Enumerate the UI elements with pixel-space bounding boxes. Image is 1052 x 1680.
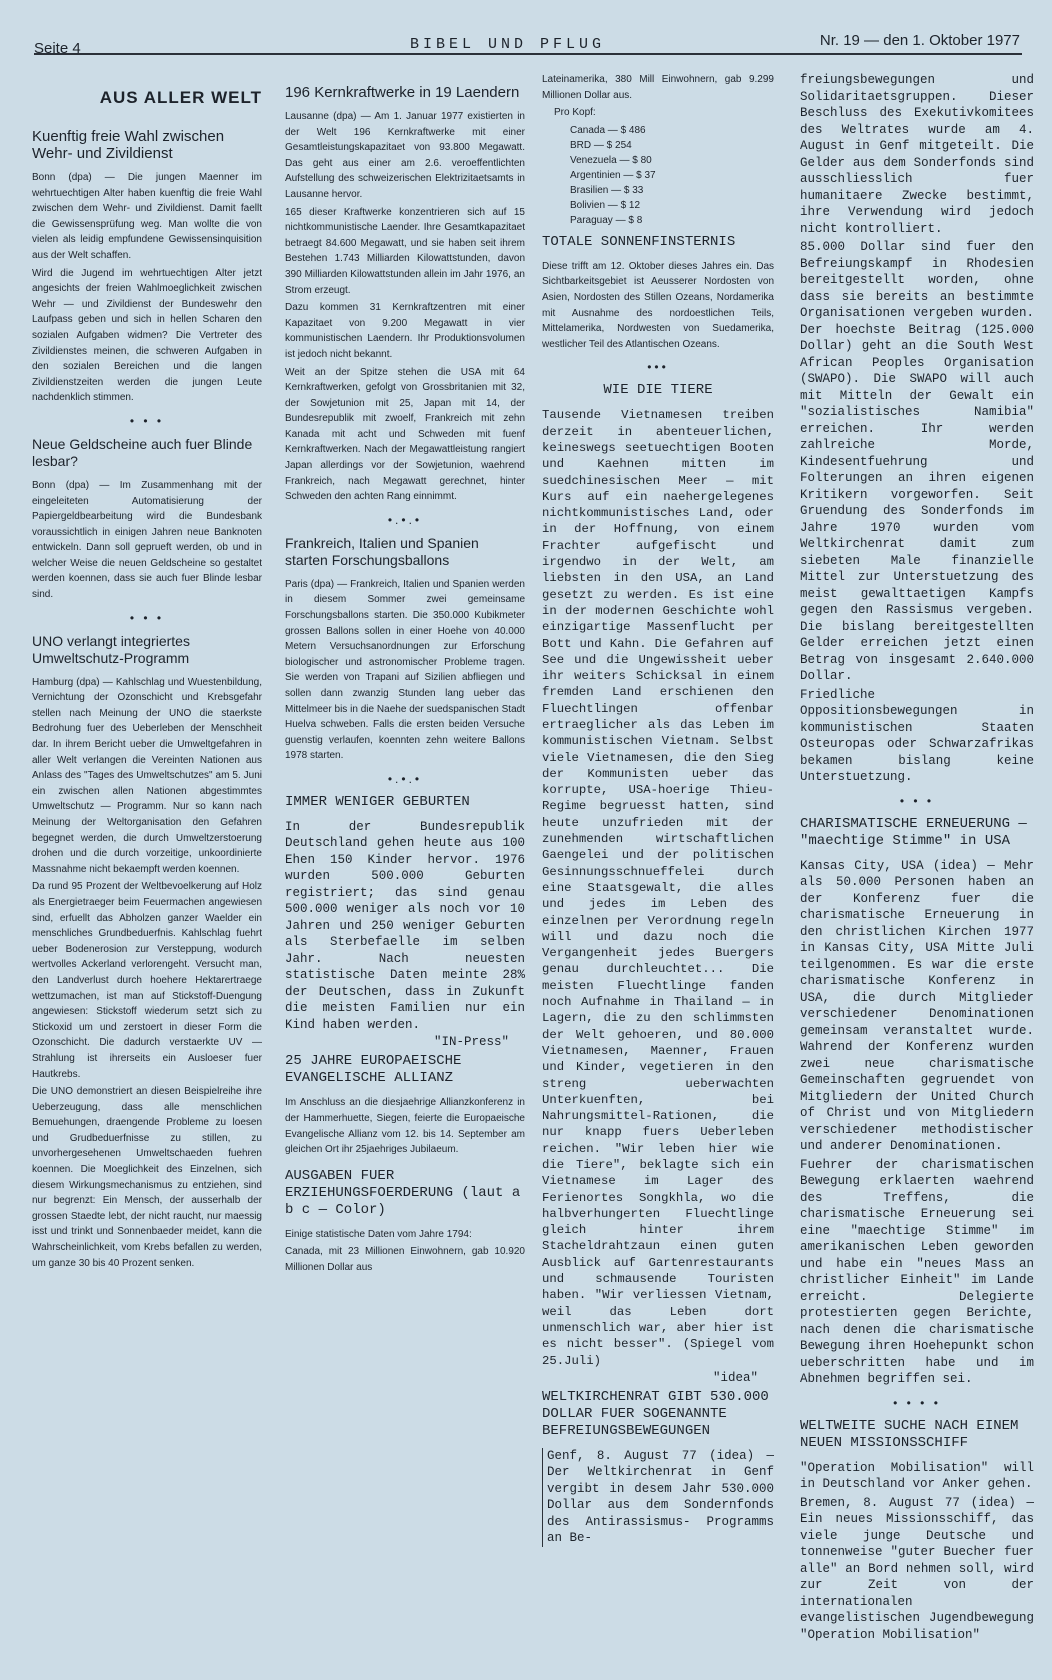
article-title-uno: UNO verlangt integriertes Umweltschutz-Programm [32, 632, 190, 666]
separator: • • • [899, 793, 935, 808]
page-number: Seite 4 [34, 40, 81, 57]
article-paragraph: Bonn (dpa) — Im Zusammenhang mit der eingeleiteten Automatisierung der Papiergeldbearbeitung wird die Bundesbank voraussichtlich in einigen Jahren neue Banknoten entwickeln. Dann soll geprueft werden, ob und in welcher Weise die neuen Geldscheine so gestaltet werden koennen, dass sie auch fuer Blinde lesbar sind. [32, 479, 262, 601]
article-paragraph: In der Bundesrepublik Deutschland gehen heute aus 100 Ehen 150 Kinder hervor. 1976 wurden 500.000 Geburten registriert; das sind genau 500.000 weniger als noch vor 10 Jahren und 250 weniger Geburten als Sterbefaelle im selben Jahr. Nach neuesten statistische Daten meinte 28% der Deutschen, dass in Zukunft die meisten Familien nur ein Kind haben werden. [285, 819, 525, 1032]
list-item: Argentinien — $ 37 [570, 169, 656, 181]
article-paragraph: Weit an der Spitze stehen die USA mit 64 Kernkraftwerken, gefolgt von Grossbritanien mit 32, der Sowjetunion mit 25, Japan mit 14, der Bundesrepublik mit zwoelf, Frankreich mit zehn Kanada mit acht und Schweden mit fuenf Kernkraftwerken. Nach der Megawattleistung rangiert Japan allerdings vor der Sowjetunion, waehrend Frankreich, nach Megawatt gerechnet, hinter Schweden den achten Rang einnimmt. [285, 366, 525, 503]
article-paragraph: Diese trifft am 12. Oktober dieses Jahres ein. Das Sichtbarkeitsgebiet ist Aeusserer Nordosten von Asien, Nordosten des Stillen Ozeans, Nordamerika mit Ausnahme des nordoestlichen Teils, Mittelamerika, Nordwesten von Suedamerika, westlicher Teil des Atlantischen Ozeans. [542, 260, 774, 350]
article-paragraph: Tausende Vietnamesen treiben derzeit in abenteuerlichen, keineswegs seetuechtigen Booten und Kaehnen mitten im suedchinesischen Meer — mit Kurs auf ein naehergelegenes nichtkommunistisches Land, oder in der Hoffnung, von einem Frachter aufgefischt und irgendwo in der Welt, am liebsten in den USA, an Land gesetzt zu werden. Es ist eine in der modernen Geschichte wohl einzigartige Massenflucht per Bott und Kahn. Die Gefahren auf See und die Ungewissheit ueber ihr weiters Schicksal in einem fremden Land erschienen den Fluechtlingen offenbar ertraeglicher als das Leben im kommunistischen Vietnam. Selbst viele Vietnamesen, die den Sieg der Kommunisten ueber das korrupte, USA-hoerige Thieu-Regime begruesst hatten, sind heute unzufrieden mit der zunehmenden wirtschaftlichen Gaengelei und der politischen Gesinnungsschnueffelei durch eine Staatsgewalt, die alles und jedes im Leben des einzelnen per Verordnung regeln will und dazu noch die Vergangenheit jedes Buergers genau durchleuchtet... Die meisten Fluechtlinge fanden noch Aufnahme in Thailand — in Lagern, die zu den schlimmsten der Welt gehoeren, und 80.000 Vietnamesen, Maenner, Frauen und Kinder, vegetieren in den streng ueberwachten Unterkuenften, bei Nahrungsmittel-Rationen, die nur knapp fuers Ueberleben reichen. "Wir leben hier wie die Tiere", beklagte sich ein Vietnamese im Lager des Ferienortes Songkhla, wo die halbverhungerten Fluechtlinge gleich hinter ihrem Stacheldrahtzaun einen guten Ausblick auf Gartenrestaurants und schmausende Touristen haben. "Wir verliessen Vietnam, weil das Leben dort unmenschlich war, aber hier ist es nicht besser". (Spiegel vom 25.Juli) [542, 408, 774, 1368]
article-paragraph: Bremen, 8. August 77 (idea) — Ein neues Missionsschiff, das viele junge Deutsche und tonnenweise "guter Buecher fuer alle" an Bord nehmen soll, wird zur Zeit von der internationalen evangelistischen Jugendbewegung "Operation Mobilisation" [800, 1495, 1034, 1642]
article-paragraph: Canada, mit 23 Millionen Einwohnern, gab 10.920 Millionen Dollar aus [285, 1246, 525, 1274]
article-paragraph: Lausanne (dpa) — Am 1. Januar 1977 existierten in der Welt 196 Kernkraftwerke mit einer Gesamtleistungskapazitaet von 93.800 Megawatt. Das geht aus einer am 2.6. veroeffentlichten Aufstellung des schweizerischen Elektrizitaetsamts in Lausanne hervor. [285, 111, 525, 200]
article-title-sonnenfinsternis: TOTALE SONNENFINSTERNIS [542, 233, 736, 250]
issue-date: Nr. 19 — den 1. Oktober 1977 [819, 32, 1020, 49]
article-paragraph: Lateinamerika, 380 Mill Einwohnern, gab 9.299 Millionen Dollar aus. [542, 74, 774, 101]
article-title-tiere: WIE DIE TIERE [603, 382, 713, 399]
article-title-charismatische: CHARISMATISCHE ERNEUERUNG — "maechtige Stimme" in USA [800, 815, 1027, 849]
article-paragraph: Paris (dpa) — Frankreich, Italien und Spanien werden in diesem Sommer zwei gemeinsame Forschungsballons starten. Die 350.000 Kubikmeter grossen Ballons sollen in einer Hoehe von 40.000 Metern Versuchsanordnungen zur Erforschung biologischer und astronomischer Probleme tragen. Sie werden von Trapani auf Sizilien abfliegen und sollen dann zwanzig Stunden lang ueber das Mittelmeer bis in die Naehe der suedspanischen Stadt Huelva schweben. Falls die ersten beiden Versuche guenstig verlaufen, koennten zehn weitere Ballons 1978 starten. [285, 578, 525, 762]
list-item: Bolivien — $ 12 [570, 199, 641, 211]
article-paragraph: Fuehrer der charismatischen Bewegung erklaerten waehrend des Treffens, die charismatische Erneuerung sei eine "maechtige Stimme" im amerikanischen Leben geworden und habe ein "neues Mass an christlicher Einheit" im Lande erreicht. Delegierte protestierten gegen Berichte, nach denen die charismatische Bewegung ihren Hoehepunkt schon ueberschritten habe und im Abnehmen begriffen sei. [800, 1157, 1034, 1386]
article-paragraph: Da rund 95 Prozent der Weltbevoelkerung auf Holz als Energietraeger beim Feuermachen angewiesen sind, erfuellt das Abholzen ganzer Waelder ein menschliches Grundbeduerfnis. Kahlschlag fuehrt ueber Bodenerosion zur Versteppung, wodurch wertvolles Ackerland verlorengeht. Versucht man, den Landverlust durch hoehere Hektarertraege wettzumachen, ist man auf Stickstoff-Duengung angewiesen: Stickstoff wiederum setzt sich zu Stickoxid um und zerstoert in dieser Form die Ozonschicht. Die dadurch verstaerkte UV — Strahlung ist ihrerseits ein Ausloeser fuer Hautkrebs. [32, 881, 262, 1080]
section-title: AUS ALLER WELT [99, 88, 262, 107]
article-paragraph: Genf, 8. August 77 (idea) — Der Weltkirchenrat in Genf vergibt in desem Jahr 530.000 Dollar aus dem Sondernfonds des Antirassismus- Programms an Be- [542, 1448, 774, 1547]
separator: • • • [129, 610, 165, 625]
list-item: Canada — $ 486 [570, 124, 646, 136]
article-title-kernkraftwerke: 196 Kernkraftwerke in 19 Laendern [285, 84, 520, 101]
separator: •.•.• [387, 771, 423, 786]
article-paragraph: Einige statistische Daten vom Jahre 1794: [285, 1228, 472, 1240]
column-4 [800, 72, 1034, 1645]
article-paragraph: Bonn (dpa) — Die jungen Maenner im wehrtuechtigen Alter haben kuenftig die freie Wahl zwischen dem Wehr- und Zivildienst. Damit faellt die Gewissensprüfung weg. Man wollte die von vielen als leidig empfundene Gewissensinquisition aus der Welt schaffen. [32, 172, 262, 261]
article-paragraph: Die UNO demonstriert an diesen Beispielreihe ihre Ueberzeugung, dass alle menschlichen Bemuehungen, draengende Probleme zu loesen und Grudbeduerfnisse zu stillen, zu unvorhergesehenen Umweltschaeden fuehren koennen. Die Moeglichkeit des Einzelnen, sich diesem Wirkungsmechanismus zu entziehen, sind nur begrenzt: Ein Mensch, der ausserhalb der grossen Staedte lebt, der nicht raucht, nur maessig isst und trinkt und Sonnenbaeder meidet, kann die Wahrscheinlichkeit, vom Krebs befallen zu werden, um ganze 30 bis 40 Prozent senken. [32, 1086, 262, 1269]
article-title-erziehungsfoerderung: AUSGABEN FUER ERZIEHUNGSFOERDERUNG (laut a b c — Color) [285, 1167, 521, 1218]
article-paragraph: Wird die Jugend im wehrtuechtigen Alter jetzt angesichts der freien Wahlmoeglichkeit zwischen Wehr — und Zivildienst der Bundeswehr den Laufpass geben und sich in hellen Scharen den sozialen Aufgaben widmen? Die Vertreter des Zivildienstes meinen, die schweren Aufgaben in den sozialen Bereichen und die langen Zivildienstzeiten werden die jungen Leute nachdenklich stimmen. [32, 267, 262, 404]
article-title-geburten: IMMER WENIGER GEBURTEN [285, 793, 470, 810]
article-paragraph: Kansas City, USA (idea) — Mehr als 50.000 Personen haben an der Konferenz fuer die charismatische Erneuerung in den christlichen Kirchen 1977 in Kansas City, USA Mitte Juli teilgenommen. Es war die erste charismatische Konferenz in USA, die durch Mitglieder verschiedener Denominationen gemeinsam veranstaltet wurde. Wahrend der Konferenz wurden zwei neue charismatische Gemeinschaften gegruendet von Mitgliedern der United Church of Christ und von Mitgliedern verschiedener methodistischer und anderer Denominationen. [800, 858, 1034, 1153]
article-paragraph: 85.000 Dollar sind fuer den Befreiungskampf in Rhodesien bereitgestellt worden, ohne dass sie bereits an bestimmte Organisationen vergeben wurden. Der hoechste Beitrag (125.000 Dollar) geht an die South West African Peoples Organisation (SWAPO). Die SWAPO will auch mit Mitteln der Gewalt ein "sozialistisches Namibia" erreichen. Ihr werden zahlreiche Morde, Kindesentfuehrung und Folterungen an ihren eigenen Kritikern vorgeworfen. Seit Gruendung des Sonderfonds im Jahre 1970 wurden vom Weltkirchenrat damit zum siebeten Male finanzielle Mittel zur Unterstuetzung des meist gewalttaetigen Kampfs gegen den Rassismus vergeben. Die bislang bereitgestellten Gelder erreichen jetzt einen Betrag von insgesamt 2.640.000 Dollar. [800, 240, 1034, 683]
article-paragraph: 165 dieser Kraftwerke konzentrieren sich auf 15 nichtkommunistische Laender. Ihre Gesamtkapazitaet betraegt 84.600 Megawatt, und sie haben seit ihrem Bestehen 1.743 Milliarden Kilowattstunden, davon 390 Milliarden Kilowattstunden allein im Jahr 1976, an Strom erzeugt. [285, 206, 525, 296]
article-paragraph: Friedliche Oppositionsbewegungen in kommunistischen Staaten Osteuropas oder Schwarzafrikas bekamen bislang keine Unterstuetzung. [800, 687, 1034, 784]
article-paragraph: "Operation Mobilisation" will in Deutschland vor Anker gehen. [800, 1460, 1034, 1491]
article-title-allianz: 25 JAHRE EUROPAEISCHE EVANGELISCHE ALLIANZ [285, 1053, 462, 1087]
article-source: "idea" [712, 1370, 758, 1385]
per-capita-list [556, 123, 774, 228]
separator: • • • • [893, 1395, 941, 1410]
article-paragraph: Im Anschluss an die diesjaehrige Allianzkonferenz in der Hammerhuette, Siegen, feierte die Europaeische Evangelische Allianz vom 12. bis 14. September am gleichen Ort ihr 25jaehriges Jubilaeum. [285, 1097, 525, 1156]
per-capita-label: Pro Kopf: [554, 107, 596, 119]
header-rule [34, 53, 1022, 55]
article-title-missionsschiff: WELTWEITE SUCHE NACH EINEM NEUEN MISSIONSSCHIFF [800, 1417, 1019, 1451]
list-item: BRD — $ 254 [570, 139, 632, 151]
article-title-forschungsballons: Frankreich, Italien und Spanien starten Forschungsballons [285, 534, 479, 568]
list-item: Venezuela — $ 80 [570, 154, 652, 166]
separator: ••• [647, 360, 669, 375]
separator: • • • [129, 413, 165, 428]
article-title-zivildienst: Kuenftig freie Wahl zwischen Wehr- und Zivildienst [32, 128, 225, 162]
column-1 [32, 72, 262, 1273]
separator: •.•.• [387, 512, 423, 527]
column-2 [285, 72, 525, 1278]
list-item: Brasilien — $ 33 [570, 184, 644, 196]
article-paragraph: Hamburg (dpa) — Kahlschlag und Wuestenbildung, Vernichtung der Ozonschicht und Krebsgefahr stellen nach Meinung der UNO die staerkste Bedrohung fuer des Ueberleben der Menschheit dar. In ihrem Bericht ueber die Umweltgefahren in aller Welt verlangen die Vereinten Nationen aus Anlass des "Tages des Umweltschutzes" am 5. Juni ein zwischen allen Nationen abgestimmtes Umweltschutz — Programm. Nur so kann nach Meinung der Weltorganisation den Gefahren begegnet werden, die durch Umweltzerstoerung drohen und die durch vorzeitige, unkoordinierte Massnahme nicht bekaempft werden koennen. [32, 676, 262, 875]
article-source: "IN-Press" [433, 1035, 509, 1050]
newspaper-title: BIBEL UND PFLUG [410, 36, 606, 53]
article-paragraph: Dazu kommen 31 Kernkraftzentren mit einer Kapazitaet von 9.200 Megawatt in vier kommunistischen Laendern. Ihr Produktionsvolumen ist jedoch nicht bekannt. [285, 302, 525, 360]
article-paragraph: freiungsbewegungen und Solidaritaetsgruppen. Dieser Beschluss des Exekutivkomitees des Weltrates wurde am 4. August in Genf mitgeteilt. Die Gelder aus dem Sonderfonds sind ausschliesslich fuer humanitaere Zwecke bestimmt, ihre Verwendung wird jedoch nicht kontrolliert. [800, 73, 1034, 236]
list-item: Paraguay — $ 8 [570, 214, 643, 226]
column-3 [542, 72, 774, 1549]
article-title-weltkirchenrat: WELTKIRCHENRAT GIBT 530.000 DOLLAR FUER SOGENANNTE BEFREIUNGSBEWEGUNGEN [542, 1388, 769, 1439]
article-title-geldscheine: Neue Geldscheine auch fuer Blinde lesbar? [32, 435, 253, 469]
running-head [0, 0, 1052, 60]
